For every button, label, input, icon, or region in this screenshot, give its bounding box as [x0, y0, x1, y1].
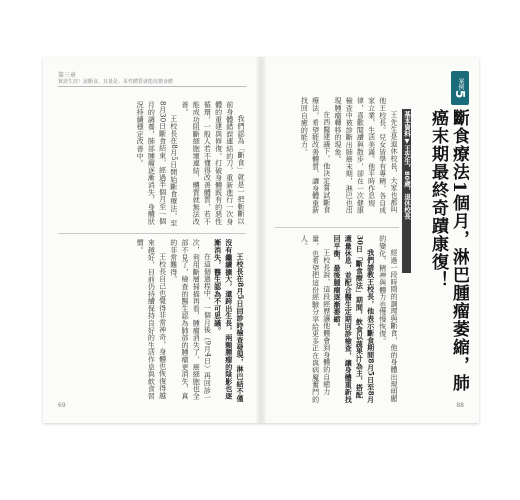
right-page — [261, 57, 479, 423]
paragraph: 王校長在8月5日回診時檢查發現，淋巴結不僅沒有繼續擴大，還跨出生長，兩顆腫瘤的陰影也逐漸消失，醫生認為不可思議。 — [213, 239, 245, 403]
paragraph: 在西醫建議下，他決定嘗試斷食療法，希望能改善體質，讓身體重新找回自癒的能力。 — [300, 97, 331, 214]
left-text-column-bottom — [58, 239, 246, 403]
paragraph: 我們認為「斷食」就是一把斬斷以前身體錯誤連結的刀，重新進行一次身體的重建與修復，打破身體既有的惡性循環，一般人若不懂得改善體質，若不能成功阻斷細胞壞連結，體質就無法改善。 — [180, 101, 245, 226]
book-spread — [43, 57, 479, 423]
paragraph: 王先生是退休校長，大家也都叫他王校長。兒女皆學有專精，各自成家立業，生活美滿。他平時作息規律，喜歡閱讀與散步，卻在一次健康檢查中被診斷出肺癌末期，淋巴也出現腫瘤轉移的現象。 — [333, 97, 398, 214]
paragraph: 王校長在8月5日開始斷食療法，至8月30日斷食結束，經過半個月至一個月的調養，肺部腫瘤逐漸消失，身體狀況持續穩定改善中。 — [136, 101, 178, 227]
paragraph: 王校長自己也覺得非常神奇，身體也恢復得越來越好，目前仍持續保持良好的生活作息與飲食習慣。 — [136, 239, 167, 400]
page-number: 88 — [456, 402, 464, 409]
paragraph: 在這個過程中，一個月後（9月4日）再回診一次，利用斷層掃描再看，腫瘤消失了，癌細胞也全部不見了，檢查的醫生認為肺部的腫瘤更消失，真的非常難得。 — [169, 239, 212, 402]
case-number: 5 — [453, 89, 467, 99]
right-text-column-bottom — [275, 235, 399, 405]
case-badge — [451, 71, 469, 105]
paragraph: 經過一段時間的調理與斷食，他的身體出現明顯的變化，精神與體力也慢慢恢復。 — [378, 235, 398, 403]
profile-bar: 基本資料▼王先生，80歲，退休校長 — [402, 109, 411, 273]
right-text-column-top — [275, 97, 399, 217]
running-title: 實證生技！說斷食、其量是、哥性體質就能改變身體 — [58, 79, 174, 85]
chapter-label: 第三章 — [58, 72, 77, 79]
left-page — [43, 57, 261, 423]
column-divider — [58, 233, 246, 234]
case-label: 案例 — [457, 77, 464, 90]
paragraph: 我們請教王校長，他表示斷食期間8月5日至8月30日「斷食療法」期間，飲食以蔬果汁為主，搭配適量休息，並配合醫生定期回診檢查，讓身體重新找回平衡，最後腫瘤逐漸萎縮。 — [332, 235, 376, 404]
column-divider — [275, 227, 399, 228]
left-text-column-top — [58, 101, 246, 227]
header-rule — [58, 86, 246, 87]
page-number: 69 — [58, 402, 66, 409]
paragraph: 王校長說，這段經歷讓他體會到身體的自癒力量，也希望把這份經驗分享給更多正在與病魔奮鬥的人。 — [300, 235, 331, 403]
article-headline: 斷食療法1個月，淋巴腫瘤萎縮，肺癌末期最終奇蹟康復！ — [428, 109, 469, 392]
